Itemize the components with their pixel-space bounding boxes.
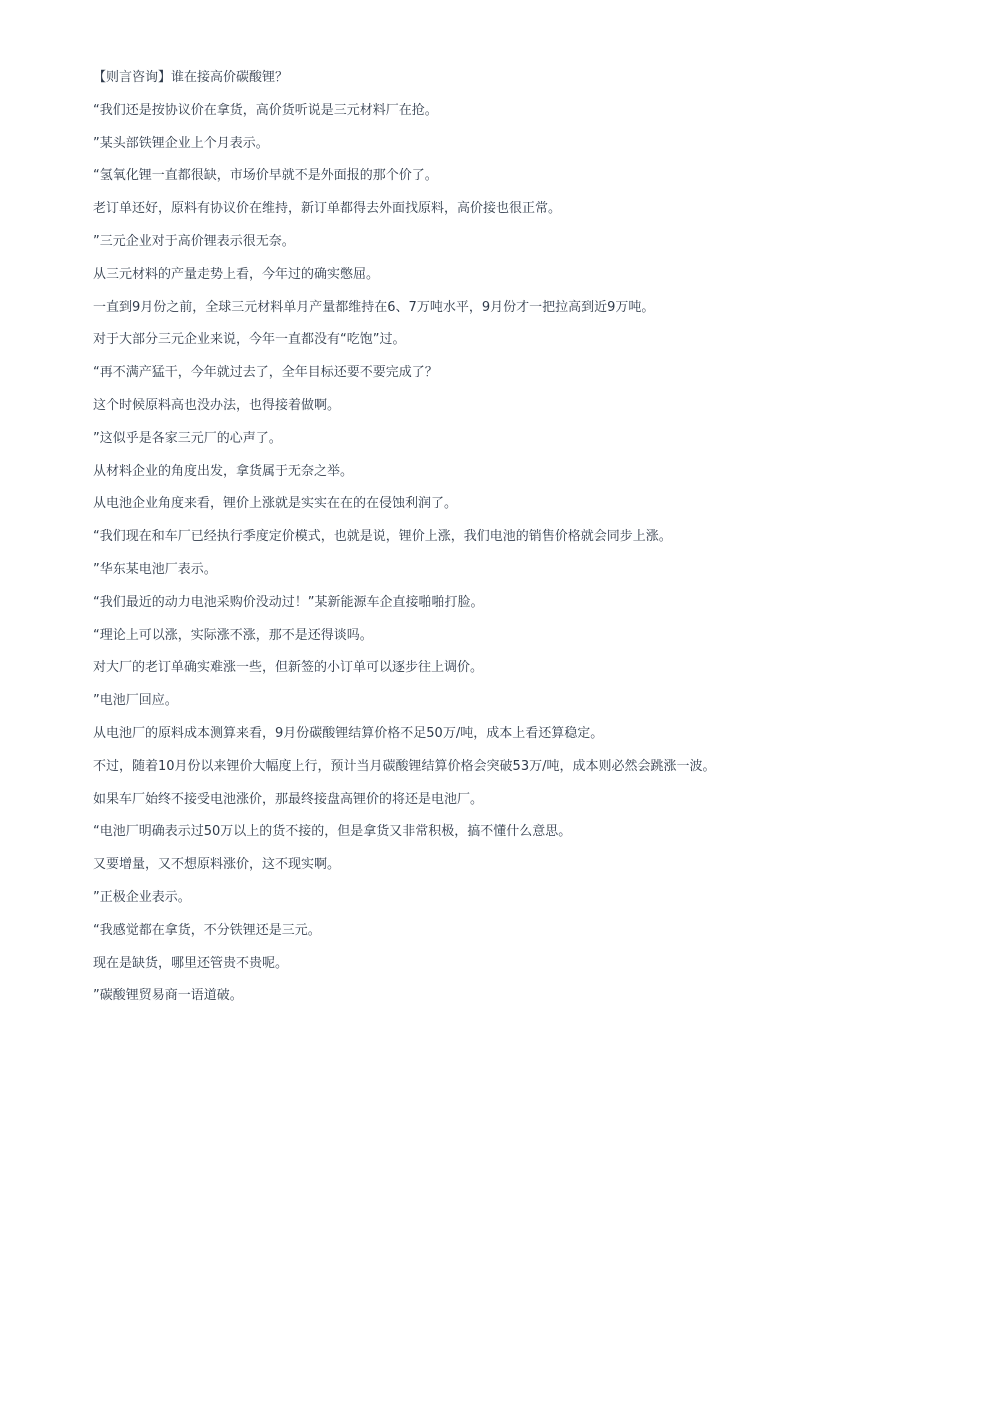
paragraph: 从材料企业的角度出发，拿货属于无奈之举。 [93, 463, 354, 479]
paragraph: ”某头部铁锂企业上个月表示。 [93, 135, 269, 151]
paragraph: 如果车厂始终不接受电池涨价，那最终接盘高锂价的将还是电池厂。 [93, 791, 484, 807]
paragraph: “我们现在和车厂已经执行季度定价模式，也就是说，锂价上涨，我们电池的销售价格就会同步上涨。 [93, 529, 672, 545]
paragraph: 一直到9月份之前，全球三元材料单月产量都维持在6、7万吨水平，9月份才一把拉高到近9万吨。 [93, 299, 655, 315]
paragraph: ”正极企业表示。 [93, 889, 191, 905]
paragraph: 从三元材料的产量走势上看，今年过的确实憋屈。 [93, 266, 380, 282]
paragraph: “再不满产猛干，今年就过去了，全年目标还要不要完成了？ [93, 365, 438, 381]
paragraph: 现在是缺货，哪里还管贵不贵呢。 [93, 955, 289, 971]
paragraph: 又要增量，又不想原料涨价，这不现实啊。 [93, 857, 341, 873]
paragraph: “理论上可以涨，实际涨不涨，那不是还得谈吗。 [93, 627, 373, 643]
paragraph: ”这似乎是各家三元厂的心声了。 [93, 430, 282, 446]
paragraph: 不过，随着10月份以来锂价大幅度上行，预计当月碳酸锂结算价格会突破53万/吨，成本则必然会跳涨一波。 [93, 758, 716, 774]
article-body [93, 68, 953, 1019]
paragraph: ”华东某电池厂表示。 [93, 561, 217, 577]
paragraph: 这个时候原料高也没办法，也得接着做啊。 [93, 397, 341, 413]
paragraph: “电池厂明确表示过50万以上的货不接的，但是拿货又非常积极，搞不懂什么意思。 [93, 824, 572, 840]
paragraph: 对大厂的老订单确实难涨一些，但新签的小订单可以逐步往上调价。 [93, 660, 484, 676]
paragraph: ”电池厂回应。 [93, 693, 178, 709]
paragraph: ”三元企业对于高价锂表示很无奈。 [93, 233, 295, 249]
paragraph: 从电池企业角度来看，锂价上涨就是实实在在的在侵蚀利润了。 [93, 496, 458, 512]
paragraph: “氢氧化锂一直都很缺，市场价早就不是外面报的那个价了。 [93, 168, 438, 184]
paragraph: “我们还是按协议价在拿货，高价货听说是三元材料厂在抢。 [93, 102, 438, 118]
paragraph: “我们最近的动力电池采购价没动过！”某新能源车企直接啪啪打脸。 [93, 594, 484, 610]
paragraph: 从电池厂的原料成本测算来看，9月份碳酸锂结算价格不足50万/吨，成本上看还算稳定。 [93, 725, 604, 741]
paragraph: ”碳酸锂贸易商一语道破。 [93, 988, 243, 1004]
paragraph: “我感觉都在拿货，不分铁锂还是三元。 [93, 922, 321, 938]
paragraph: 对于大部分三元企业来说，今年一直都没有“吃饱”过。 [93, 332, 406, 348]
paragraph: 老订单还好，原料有协议价在维持，新订单都得去外面找原料，高价接也很正常。 [93, 201, 562, 217]
article-title: 【则言咨询】谁在接高价碳酸锂？ [93, 70, 289, 85]
